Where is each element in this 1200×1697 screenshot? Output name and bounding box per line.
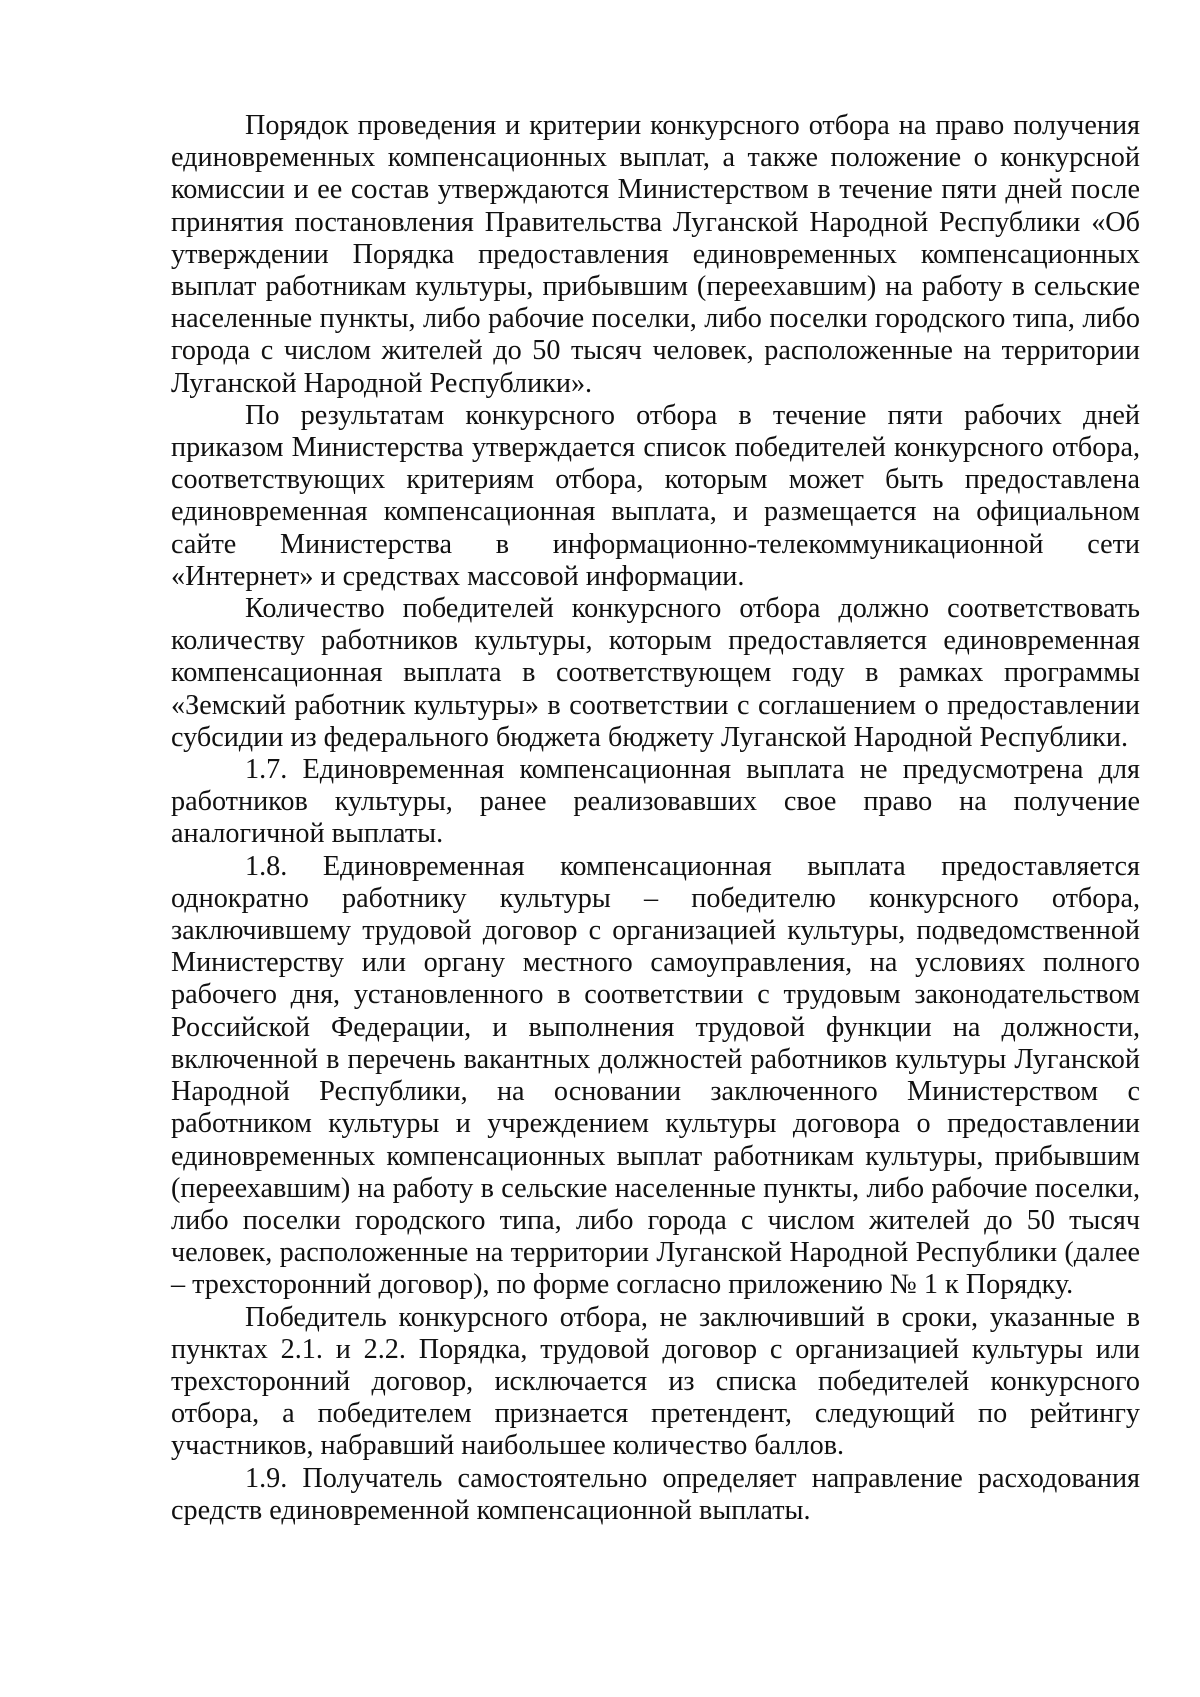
paragraph-section-1-8: 1.8. Единовременная компенсационная выплата предоставляется однократно работнику культуры – победителю конкурсного отбора, заключившему трудовой договор с организацией культуры, подведомственной Министерству или органу местного самоуправления, на условиях полного рабочего дня, установленного в соответствии с трудовым законодательством Российской Федерации, и выполнения трудовой функции на должности, включенной в перечень вакантных должностей работников культуры Луганской Народной Республики, на основании заключенного Министерством с работником культуры и учреждением культуры договора о предоставлении единовременных компенсационных выплат работникам культуры, прибывшим (переехавшим) на работу в сельские населенные пункты, либо рабочие поселки, либо поселки городского типа, либо города с числом жителей до 50 тысяч человек, расположенные на территории Луганской Народной Республики (далее – трехсторонний договор), по форме согласно приложению № 1 к Порядку. bbox=[171, 850, 1140, 1301]
paragraph-section-1-7: 1.7. Единовременная компенсационная выплата не предусмотрена для работников культуры, ранее реализовавших свое право на получение аналогичной выплаты. bbox=[171, 754, 1140, 850]
paragraph-winners-count: Количество победителей конкурсного отбора должно соответствовать количеству работников культуры, которым предоставляется единовременная компенсационная выплата в соответствующем году в рамках программы «Земский работник культуры» в соответствии с соглашением о предоставлении субсидии из федерального бюджета бюджету Луганской Народной Республики. bbox=[171, 593, 1140, 753]
paragraph-section-1-9: 1.9. Получатель самостоятельно определяет направление расходования средств единовременной компенсационной выплаты. bbox=[171, 1462, 1140, 1526]
paragraph-selection-procedure: Порядок проведения и критерии конкурсного отбора на право получения единовременных компенсационных выплат, а также положение о конкурсной комиссии и ее состав утверждаются Министерством в течение пяти дней после принятия постановления Правительства Луганской Народной Республики «Об утверждении Порядка предоставления единовременных компенсационных выплат работникам культуры, прибывшим (переехавшим) на работу в сельские населенные пункты, либо рабочие поселки, либо поселки городского типа, либо города с числом жителей до 50 тысяч человек, расположенные на территории Луганской Народной Республики». bbox=[171, 110, 1140, 399]
paragraph-winners-list: По результатам конкурсного отбора в течение пяти рабочих дней приказом Министерства утверждается список победителей конкурсного отбора, соответствующих критериям отбора, которым может быть предоставлена единовременная компенсационная выплата, и размещается на официальном сайте Министерства в информационно-телекоммуникационной сети «Интернет» и средствах массовой информации. bbox=[171, 399, 1140, 592]
paragraph-winner-exclusion: Победитель конкурсного отбора, не заключивший в сроки, указанные в пунктах 2.1. и 2.2. Порядка, трудовой договор с организацией культуры или трехсторонний договор, исключается из списка победителей конкурсного отбора, а победителем признается претендент, следующий по рейтингу участников, набравший наибольшее количество баллов. bbox=[171, 1301, 1140, 1462]
document-body bbox=[171, 110, 1140, 1527]
